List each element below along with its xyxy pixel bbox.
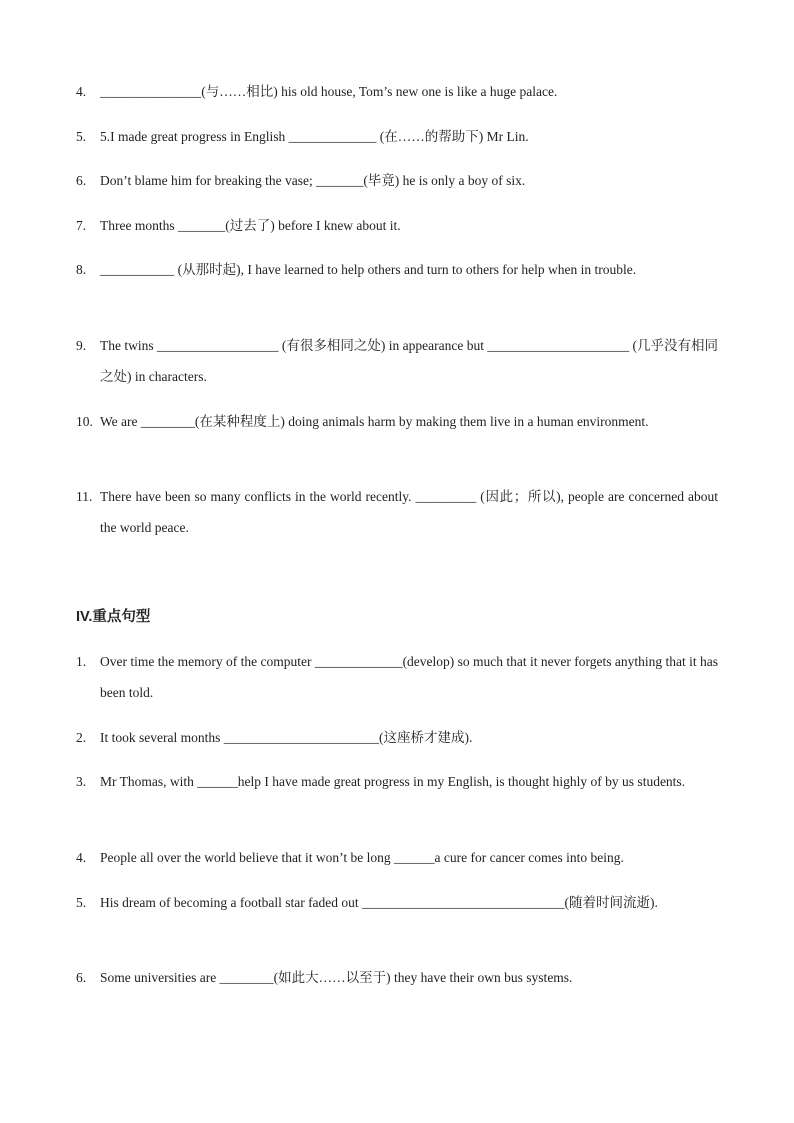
item-number: 7. xyxy=(76,218,87,233)
item-number: 4. xyxy=(76,850,87,865)
item-number: 11. xyxy=(76,489,93,504)
item-text: 5.I made great progress in English _____________ (在……的帮助下) Mr Lin. xyxy=(100,129,529,144)
item-text: His dream of becoming a football star faded out ______________________________(随着时间流逝). xyxy=(100,895,658,910)
item-text: It took several months _______________________(这座桥才建成). xyxy=(100,730,473,745)
exercise-item xyxy=(76,76,718,107)
exercise-item xyxy=(76,210,718,241)
exercise-item xyxy=(76,406,718,437)
exercise-item xyxy=(76,962,718,993)
item-text: Three months _______(过去了) before I knew about it. xyxy=(100,218,401,233)
item-number: 3. xyxy=(76,774,87,789)
item-number: 2. xyxy=(76,730,87,745)
exercise-item xyxy=(76,887,718,918)
exercise-item xyxy=(76,646,718,708)
item-text: Mr Thomas, with ______help I have made great progress in my English, is thought highly of by us students. xyxy=(100,774,686,789)
item-number: 9. xyxy=(76,338,87,353)
item-number: 6. xyxy=(76,970,87,985)
item-text: ___________ (从那时起), I have learned to help others and turn to others for help when in trouble. xyxy=(100,262,637,277)
item-number: 6. xyxy=(76,173,87,188)
item-text: The twins __________________ (有很多相同之处) in appearance but _____________________ (几乎没有相同之处) in characters. xyxy=(100,338,718,384)
exercise-item xyxy=(76,330,718,392)
item-text: Over time the memory of the computer _____________(develop) so much that it never forgets anything that it has been told. xyxy=(100,654,718,700)
section-heading: IV.重点句型 xyxy=(76,609,151,625)
item-text: Some universities are ________(如此大……以至于) they have their own bus systems. xyxy=(100,970,573,985)
exercise-item xyxy=(76,766,718,797)
exercise-item xyxy=(76,842,718,873)
item-number: 8. xyxy=(76,262,87,277)
item-number: 10. xyxy=(76,414,93,429)
exercise-item xyxy=(76,121,718,152)
item-number: 5. xyxy=(76,895,87,910)
item-text: _______________(与……相比) his old house, Tom’s new one is like a huge palace. xyxy=(100,84,558,99)
exercise-item xyxy=(76,254,718,285)
item-text: Don’t blame him for breaking the vase; _______(毕竟) he is only a boy of six. xyxy=(100,173,526,188)
item-text: There have been so many conflicts in the world recently. _________ (因此；所以), people are concerned about the world peace. xyxy=(100,489,718,535)
item-text: We are ________(在某种程度上) doing animals harm by making them live in a human environment. xyxy=(100,414,649,429)
item-number: 1. xyxy=(76,654,87,669)
item-number: 4. xyxy=(76,84,87,99)
exercise-item xyxy=(76,165,718,196)
exercise-item xyxy=(76,481,718,543)
item-text: People all over the world believe that it won’t be long ______a cure for cancer comes into being. xyxy=(100,850,624,865)
exercise-item xyxy=(76,722,718,753)
item-number: 5. xyxy=(76,129,87,144)
